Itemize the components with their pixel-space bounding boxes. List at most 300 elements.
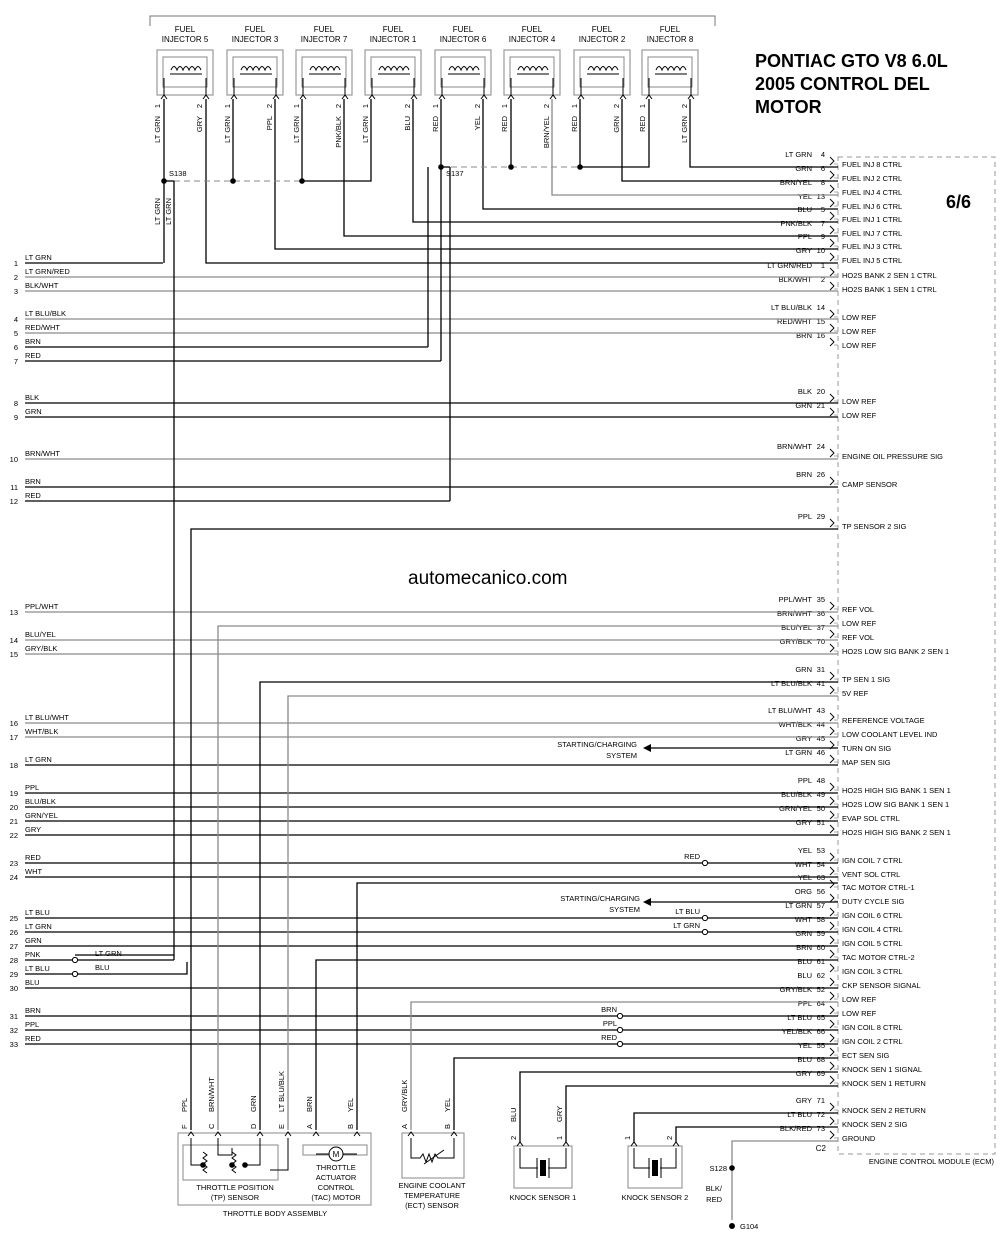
injector-label-line-1: FUEL <box>521 25 543 34</box>
throttle-body-label: THROTTLE BODY ASSEMBLY <box>222 1209 328 1218</box>
ecm-pin-wire: WHT/BLK <box>778 720 812 729</box>
ecm-pin-arrow <box>830 978 834 986</box>
ecm-pin-function: LOW REF <box>842 1009 877 1018</box>
ecm-pin-function: IGN COIL 3 CTRL <box>842 967 903 976</box>
ecm-pin-wire: GRN <box>795 401 812 410</box>
ecm-pin-number: 66 <box>816 1027 825 1036</box>
ecm-pin-arrow <box>830 964 834 972</box>
ground-symbol <box>729 1223 735 1229</box>
row-number: 19 <box>9 789 18 798</box>
ecm-pin-function: FUEL INJ 5 CTRL <box>842 256 903 265</box>
ecm-pin-71 <box>796 1096 926 1115</box>
ecm-pin-arrow <box>830 950 834 958</box>
ecm-pin-24 <box>777 442 943 461</box>
pin-number: 1 <box>292 104 301 109</box>
ecm-pin-wire: BLU/BLK <box>781 790 812 799</box>
ecm-pin-arrow <box>830 1006 834 1014</box>
row-wire-color: LT GRN/RED <box>25 267 70 276</box>
ecm-pin-function: LOW REF <box>842 619 877 628</box>
knock-pin-arrow <box>631 1142 637 1146</box>
ecm-pin-wire: GRN <box>795 164 812 173</box>
ecm-pin-arrow <box>830 1034 834 1042</box>
ecm-pin-wire: PPL/WHT <box>778 595 812 604</box>
ecm-pin-53 <box>798 846 903 865</box>
pin-wire-color: PPL <box>265 116 274 131</box>
ecm-pin-wire: RED/WHT <box>777 317 812 326</box>
tp-lead <box>245 1138 260 1165</box>
injector-label-line-1: FUEL <box>591 25 613 34</box>
ecm-pin-function: HO2S BANK 1 SEN 1 CTRL <box>842 285 937 294</box>
ect-pin-letter: A <box>400 1123 409 1129</box>
row-number: 21 <box>9 817 18 826</box>
tp-lead <box>218 1138 232 1155</box>
ecm-pin-function: REFERENCE VOLTAGE <box>842 716 925 725</box>
ecm-pin-wire: GRY/BLK <box>779 637 812 646</box>
ecm-pin-wire: WHT <box>794 915 812 924</box>
title-line-2: 2005 CONTROL DEL <box>755 74 930 94</box>
tp-sensor-box <box>183 1145 278 1180</box>
ecm-pin-wire: BRN <box>796 470 812 479</box>
watermark-text: automecanico.com <box>408 568 568 589</box>
ecm-pin-function: DUTY CYCLE SIG <box>842 897 905 906</box>
pin-wire-color: GRY <box>195 116 204 133</box>
ect-pin-letter: B <box>443 1123 452 1129</box>
row-number: 3 <box>13 287 18 296</box>
row-number: 22 <box>9 831 18 840</box>
ecm-pin-arrow <box>830 880 834 888</box>
pin-number: 1 <box>638 104 647 109</box>
ecm-pin-number: 7 <box>820 219 825 228</box>
ecm-pin-number: 64 <box>816 999 825 1008</box>
throttle-body-assembly <box>178 1071 371 1218</box>
arrow-head <box>643 898 651 906</box>
ecm-pin-arrow <box>830 171 834 179</box>
pin-number: 2 <box>542 104 551 109</box>
row-wire-color: RED <box>25 351 41 360</box>
ecm-pin-number: 62 <box>816 971 825 980</box>
pin-number: 1 <box>361 104 370 109</box>
ecm-pin-number: 14 <box>816 303 825 312</box>
ecm-pin-number: 72 <box>816 1110 825 1119</box>
ecm-pin-arrow <box>830 908 834 916</box>
pin-wire-color: RED <box>500 116 509 132</box>
ecm-pin-wire: LT BLU/WHT <box>768 706 812 715</box>
row-number: 27 <box>9 942 18 951</box>
row-number: 11 <box>10 483 18 492</box>
row-11 <box>10 477 41 492</box>
row-wire-color: WHT <box>25 867 43 876</box>
row-number: 28 <box>9 956 18 965</box>
inline-wire-label: BLU <box>95 963 110 972</box>
pin-wire-color: LT GRN <box>361 116 370 143</box>
ecm-pin-function: TP SENSOR 2 SIG <box>842 522 907 531</box>
fuel-injector-4 <box>361 25 421 143</box>
ecm-pin-number: 16 <box>816 331 825 340</box>
injector-label-line-1: FUEL <box>382 25 404 34</box>
tac-label-1: THROTTLE <box>316 1163 356 1172</box>
ecm-pin-number: 56 <box>816 887 825 896</box>
pin-number: 1 <box>431 104 440 109</box>
pin-wire-color: LT GRN <box>153 116 162 143</box>
ecm-pin-arrow <box>830 797 834 805</box>
ecm-pin-number: 48 <box>816 776 825 785</box>
row-number: 6 <box>13 343 18 352</box>
fuel-injector-2 <box>223 25 283 143</box>
ecm-pin-function: FUEL INJ 4 CTRL <box>842 188 903 197</box>
ecm-pin-number: 36 <box>816 609 825 618</box>
ecm-pin-wire: GRN <box>795 929 812 938</box>
row-number: 13 <box>9 608 18 617</box>
row-wire-color: RED <box>25 1034 41 1043</box>
ecm-pin-wire: BRN/YEL <box>779 178 812 187</box>
row-number: 31 <box>9 1012 18 1021</box>
ecm-pin-function: EVAP SOL CTRL <box>842 814 900 823</box>
injector-label-line-1: FUEL <box>244 25 266 34</box>
tp-lead <box>191 1138 203 1165</box>
ecm-pin-wire: BRN/WHT <box>777 442 812 451</box>
pin-number: 1 <box>570 104 579 109</box>
ecm-pin-arrow <box>830 936 834 944</box>
ecm-pin-arrow <box>830 894 834 902</box>
ecm-pin-number: 65 <box>816 1013 825 1022</box>
ecm-pin-number: 20 <box>816 387 825 396</box>
inline-connector <box>702 915 707 920</box>
ecm-pin-function: HO2S HIGH SIG BANK 1 SEN 1 <box>842 786 951 795</box>
ecm-pin-function: CAMP SENSOR <box>842 480 898 489</box>
ecm-pin-function: FUEL INJ 3 CTRL <box>842 242 903 251</box>
ecm-pin-number: 24 <box>816 442 825 451</box>
ground-wire-label: BLK/ <box>705 1184 722 1193</box>
row-wire-color: RED <box>25 853 41 862</box>
splice-dot-s128 <box>729 1165 735 1171</box>
ecm-pin-wire: LT BLU/BLK <box>771 679 812 688</box>
page-number: 6/6 <box>946 192 972 212</box>
tb-pin-wire: LT BLU/BLK <box>277 1071 286 1112</box>
ecm-pin-arrow <box>830 239 834 247</box>
row-wire-color: PPL <box>25 783 40 792</box>
ecm-pin-function: 5V REF <box>842 689 869 698</box>
ecm-pin-number: 60 <box>816 943 825 952</box>
ecm-pin-number: 55 <box>816 1041 825 1050</box>
ecm-pin-number: 44 <box>816 720 825 729</box>
ecm-pin-function: REF VOL <box>842 605 875 614</box>
ecm-pin-arrow <box>830 310 834 318</box>
ecm-pin-number: 45 <box>816 734 825 743</box>
ect-low-ref-wire <box>411 1002 838 1130</box>
row-number: 18 <box>9 761 18 770</box>
row-number: 15 <box>9 650 18 659</box>
ecm-pin-arrow <box>830 449 834 457</box>
row-2 <box>14 267 70 282</box>
pin-wire-color: BRN/YEL <box>542 116 551 149</box>
ecm-pin-wire: GRY/BLK <box>779 985 812 994</box>
inline-wire-label: LT GRN <box>95 949 122 958</box>
ground-wire-label: RED <box>706 1195 722 1204</box>
ecm-pin-function: HO2S LOW SIG BANK 2 SEN 1 <box>842 647 950 656</box>
splice-drop-row28 <box>75 181 174 955</box>
pin-wire-color: BLU <box>403 116 412 131</box>
row-9 <box>14 407 42 422</box>
ecm-pin-wire: GRY <box>795 246 812 255</box>
injector-group-bracket <box>150 16 715 26</box>
ecm-pin-arrow <box>830 253 834 261</box>
ecm-pin-function: IGN COIL 4 CTRL <box>842 925 903 934</box>
row-wire-color: PNK <box>25 950 41 959</box>
ecm-pin-function: REF VOL <box>842 633 875 642</box>
pin-wire-color: RED <box>431 116 440 132</box>
fuel-injector-6 <box>500 25 560 148</box>
ecm-pin-arrow <box>830 755 834 763</box>
ecm-pin-arrow <box>830 727 834 735</box>
tb-pin-wire: PPL <box>180 1097 189 1112</box>
row-number: 14 <box>9 636 18 645</box>
inline-connector <box>617 1013 622 1018</box>
row-number: 9 <box>13 413 18 422</box>
wire-runs <box>25 99 838 1220</box>
row-number: 26 <box>9 928 18 937</box>
inline-wire-label: LT GRN <box>673 921 700 930</box>
ecm-pin-wire: PPL <box>797 999 812 1008</box>
ecm-pin-wire: GRY <box>795 1096 812 1105</box>
ecm-pin-arrow <box>830 1103 834 1111</box>
row-28 <box>10 950 41 965</box>
ecm-pin-arrow <box>830 1117 834 1125</box>
ecm-pin-wire: BLU/YEL <box>781 623 812 632</box>
row-number: 5 <box>13 329 18 338</box>
inline-connector <box>617 1027 622 1032</box>
ecm-pin-number: 4 <box>820 150 825 159</box>
row-8 <box>14 393 39 408</box>
inline-wire-label: LT BLU <box>675 907 700 916</box>
ecm-pin-function: VENT SOL CTRL <box>842 870 901 879</box>
row-31 <box>10 1006 41 1021</box>
pin-wire-color: YEL <box>473 116 482 131</box>
ecm-pin-wire: GRY <box>795 734 812 743</box>
tb-pin-letter: D <box>249 1123 258 1129</box>
inline-connector <box>702 860 707 865</box>
row-1 <box>14 253 52 268</box>
pin-number: 2 <box>195 104 204 109</box>
knock-pin-wire: BLU <box>509 1107 518 1122</box>
knock-pin-letter: 1 <box>555 1135 564 1140</box>
ecm-pin-number: 46 <box>816 748 825 757</box>
pin-wire-color: LT GRN <box>292 116 301 143</box>
ecm-pin-number: 73 <box>816 1124 825 1133</box>
ecm-pin-arrow <box>830 922 834 930</box>
ecm-pin-wire: GRY <box>795 818 812 827</box>
starting-charging-line-1: STARTING/CHARGING <box>560 894 640 903</box>
injector-label-line-2: INJECTOR 8 <box>646 35 694 44</box>
ecm-pin-arrow <box>830 672 834 680</box>
knock-pin-wire: GRY <box>555 1105 564 1122</box>
ecm-pin-wire: BRN <box>796 331 812 340</box>
ecm-pin-number: 41 <box>816 679 825 688</box>
ground-label: G104 <box>740 1222 759 1231</box>
pin-wire-color: LT GRN <box>223 116 232 143</box>
inline-connector <box>702 929 707 934</box>
ecm-pin-number: 26 <box>816 470 825 479</box>
low-ref-36-wire <box>218 626 838 1130</box>
starting-charging-line-2: SYSTEM <box>609 905 640 914</box>
ecm-pin-arrow <box>830 157 834 165</box>
ecm-pin-wire: LT GRN <box>785 748 812 757</box>
row-7 <box>14 351 42 366</box>
ecm-pin-number: 53 <box>816 846 825 855</box>
tb-pin-letter: C <box>207 1123 216 1129</box>
injector-label-line-2: INJECTOR 3 <box>231 35 279 44</box>
ecm-pin-function: HO2S HIGH SIG BANK 2 SEN 1 <box>842 828 951 837</box>
row-wire-color: RED/WHT <box>25 323 60 332</box>
ecm-pin-wire: LT GRN <box>785 150 812 159</box>
ecm-pin-arrow <box>830 226 834 234</box>
knock-pin-letter: 2 <box>665 1135 674 1140</box>
pin-wire-color: PNK/BLK <box>334 116 343 148</box>
ecm-pin-wire: ORG <box>794 887 812 896</box>
ecm-pin-number: 59 <box>816 929 825 938</box>
ecm-pin-number: 21 <box>816 401 825 410</box>
ecm-pin-arrow <box>830 853 834 861</box>
row-number: 20 <box>9 803 18 812</box>
pin-number: 2 <box>265 104 274 109</box>
row-15 <box>10 644 58 659</box>
row-wire-color: BRN <box>25 1006 41 1015</box>
ecm-pin-arrow <box>830 602 834 610</box>
arrow-head <box>643 744 651 752</box>
row-wire-color: LT BLU/WHT <box>25 713 69 722</box>
ecm-pin-number: 31 <box>816 665 825 674</box>
ecm-pin-wire: BLU <box>797 1055 812 1064</box>
ecm-pin-arrow <box>830 282 834 290</box>
ecm-pin-arrow <box>830 783 834 791</box>
tb-pin-letter: E <box>277 1123 286 1129</box>
ecm-pin-arrow <box>830 519 834 527</box>
ecm-pin-function: TAC MOTOR CTRL-1 <box>842 883 915 892</box>
row-number: 24 <box>9 873 18 882</box>
tac1-wire <box>357 883 838 1130</box>
ecm-pin-wire: GRY <box>795 1069 812 1078</box>
pin-number: 2 <box>334 104 343 109</box>
row-wire-color: LT GRN <box>25 253 52 262</box>
ecm-pin-29 <box>798 512 907 531</box>
row-wire-color: LT BLU/BLK <box>25 309 66 318</box>
ect-label-3: (ECT) SENSOR <box>405 1201 459 1210</box>
ref-5v-wire <box>288 696 838 1130</box>
row-24 <box>10 867 43 882</box>
ecm-pin-number: 57 <box>816 901 825 910</box>
ecm-pin-arrow <box>830 1020 834 1028</box>
pin-number: 1 <box>153 104 162 109</box>
injector-label-line-1: FUEL <box>174 25 196 34</box>
ecm-pin-wire: BLU <box>797 971 812 980</box>
row-13 <box>10 602 59 617</box>
ecm-pin-function: FUEL INJ 6 CTRL <box>842 202 903 211</box>
ecm-pin-function: IGN COIL 2 CTRL <box>842 1037 903 1046</box>
row-number: 29 <box>9 970 18 979</box>
ecm-pin-function: LOW REF <box>842 995 877 1004</box>
ecm-pin-number: 70 <box>816 637 825 646</box>
row-wire-color: BLU/BLK <box>25 797 56 806</box>
inline-wire-label: PPL <box>602 1019 617 1028</box>
row-wire-color: GRN <box>25 936 42 945</box>
piezo-element <box>652 1160 658 1176</box>
tb-pin-wire: GRN <box>249 1095 258 1112</box>
tp-sensor-label-1: THROTTLE POSITION <box>196 1183 274 1192</box>
tac2-wire <box>316 960 838 1130</box>
knock-sensor-label: KNOCK SENSOR 1 <box>509 1193 577 1202</box>
row-5 <box>14 323 61 338</box>
row-wire-color: GRY <box>25 825 42 834</box>
pin-number: 1 <box>223 104 232 109</box>
ecm-pin-arrow <box>830 616 834 624</box>
ecm-pin-function: KNOCK SEN 2 SIG <box>842 1120 908 1129</box>
row-wire-color: LT BLU <box>25 964 50 973</box>
row-wire-color: LT GRN <box>25 755 52 764</box>
diagram-title <box>755 50 948 119</box>
ecm-pin-wire: LT GRN <box>785 901 812 910</box>
splice-dot <box>242 1162 248 1168</box>
ecm-pin-function: LOW REF <box>842 397 877 406</box>
row-16 <box>10 713 70 728</box>
ecm-pin-function: LOW REF <box>842 313 877 322</box>
ecm-pin-number: 10 <box>816 246 825 255</box>
bottom-components <box>178 1071 735 1229</box>
ecm-pin-arrow <box>830 713 834 721</box>
knock-sensor-label: KNOCK SENSOR 2 <box>621 1193 689 1202</box>
ecm-pin-function: MAP SEN SIG <box>842 758 891 767</box>
tb-pin-wire: YEL <box>346 1097 355 1112</box>
injector-label-line-2: INJECTOR 4 <box>508 35 556 44</box>
ecm-pin-number: 69 <box>816 1069 825 1078</box>
fuel-injector-5 <box>431 25 491 132</box>
row-6 <box>14 337 41 352</box>
starting-charging-ref <box>560 894 651 914</box>
knock-sensor-2 <box>622 1136 689 1202</box>
pin-number: 2 <box>403 104 412 109</box>
ecm-pin-wire: BLK/WHT <box>778 275 812 284</box>
inline-wire-label: BRN <box>601 1005 617 1014</box>
row-4 <box>14 309 66 324</box>
splice-dot <box>229 1162 235 1168</box>
ecm-pin-number: 1 <box>820 261 825 270</box>
ecm-pin-wire: LT BLU <box>787 1110 812 1119</box>
ecm-pin-function: LOW REF <box>842 327 877 336</box>
ecm-pin-number: 61 <box>816 957 825 966</box>
splice-wire-label: LT GRN <box>153 198 162 225</box>
knock-pin-arrow <box>563 1142 569 1146</box>
ecm-pin-wire: BLK/RED <box>779 1124 812 1133</box>
row-wire-color: WHT/BLK <box>25 727 59 736</box>
ecm-pin-number: 49 <box>816 790 825 799</box>
ecm-pin-arrow <box>830 686 834 694</box>
ecm-pin-function: TAC MOTOR CTRL-2 <box>842 953 915 962</box>
ecm-pin-arrow <box>830 1131 834 1139</box>
row-12 <box>10 491 42 506</box>
ecm-pin-function: IGN COIL 7 CTRL <box>842 856 903 865</box>
ecm-pin-function: IGN COIL 6 CTRL <box>842 911 903 920</box>
ecm-pin-wire: GRN <box>795 665 812 674</box>
ecm-pin-function: FUEL INJ 7 CTRL <box>842 229 903 238</box>
ecm-pin-number: 63 <box>816 873 825 882</box>
title-line-3: MOTOR <box>755 97 822 117</box>
row-wire-color: BRN/WHT <box>25 449 60 458</box>
ecm-pin-wire: PNK/BLK <box>780 219 812 228</box>
title-line-1: PONTIAC GTO V8 6.0L <box>755 51 948 71</box>
ecm-pin-arrow <box>830 199 834 207</box>
splice-dot <box>200 1162 206 1168</box>
ecm-pin-number: 6 <box>820 164 825 173</box>
knock-pin-arrow <box>517 1142 523 1146</box>
ecm-pin-wire: LT GRN/RED <box>767 261 812 270</box>
